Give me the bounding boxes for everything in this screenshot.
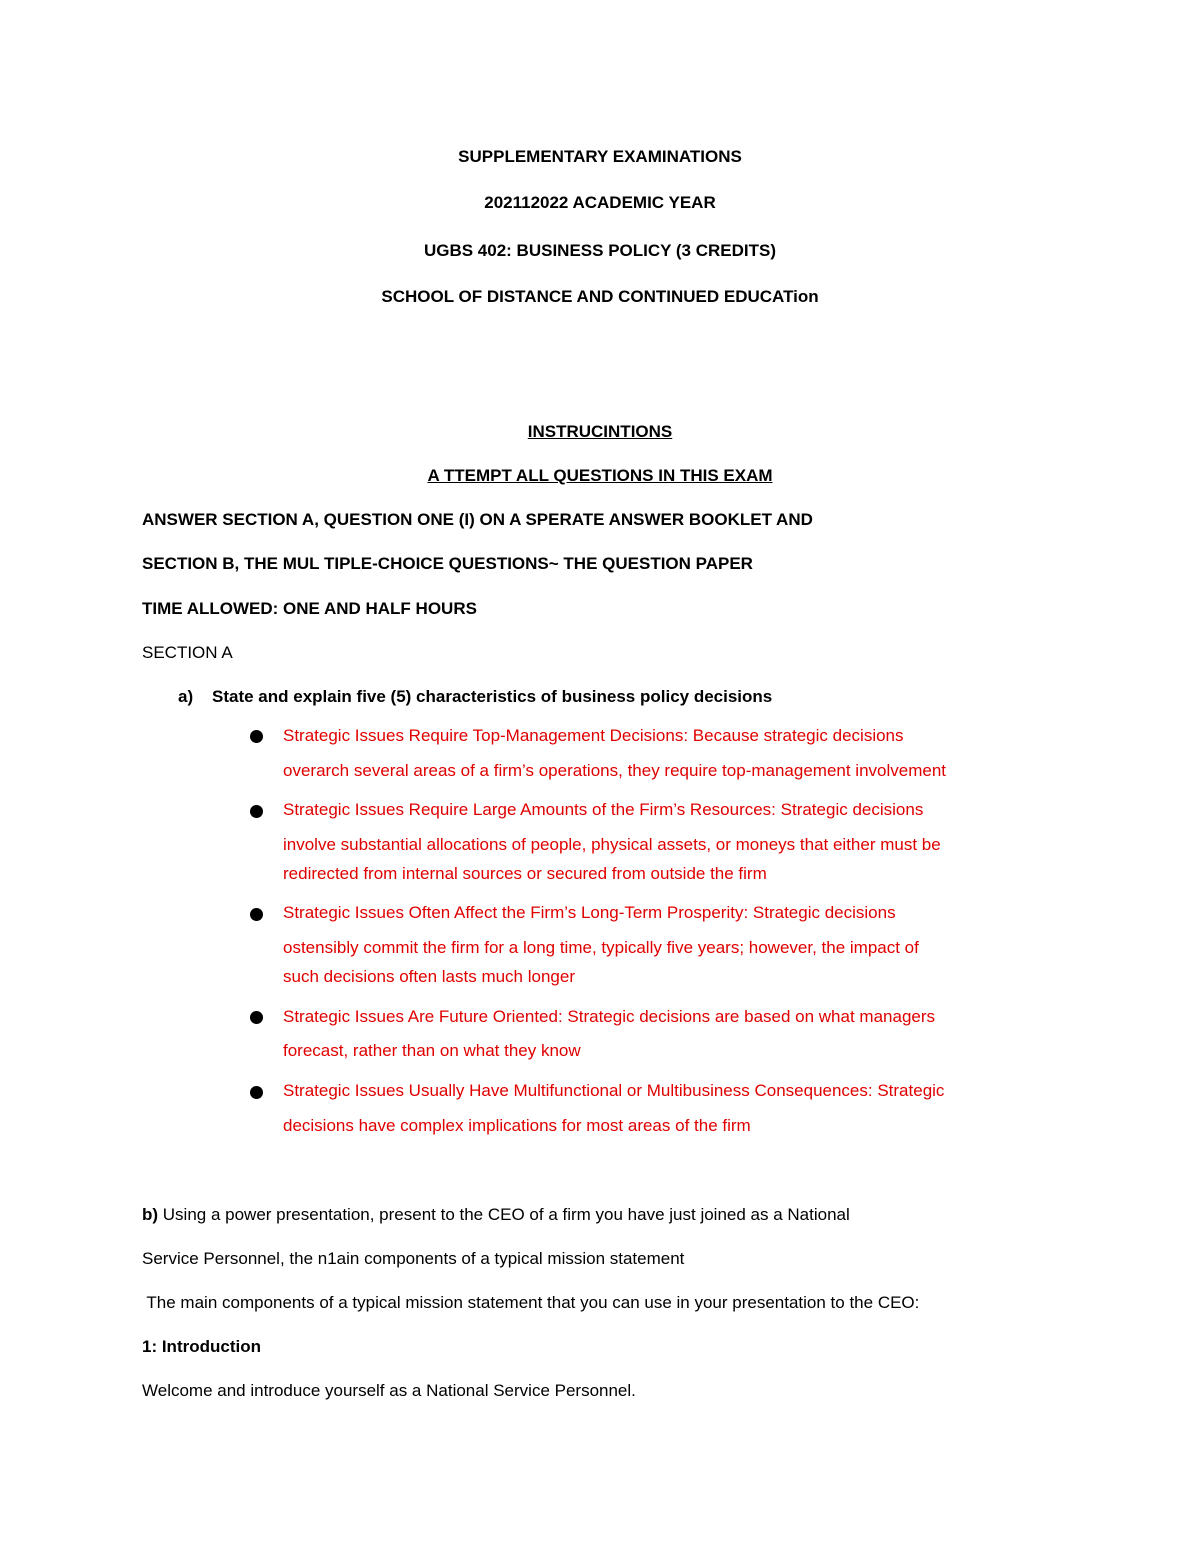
instructions-heading: INSTRUCINTIONS bbox=[527, 422, 673, 441]
instruction-line-2: SECTION B, THE MUL TIPLE-CHOICE QUESTIONS~ THE QUESTION PAPER bbox=[142, 554, 753, 573]
bullet-2-line-1: Strategic Issues Require Large Amounts of the Firm’s Resources: Strategic decisions bbox=[283, 800, 924, 819]
school-name: SCHOOL OF DISTANCE AND CONTINUED EDUCATion bbox=[381, 287, 819, 306]
bullet-1-line-1: Strategic Issues Require Top-Management Decisions: Because strategic decisions bbox=[283, 726, 904, 745]
question-b-line-1: Using a power presentation, present to the CEO of a firm you have just joined as a National bbox=[162, 1205, 850, 1224]
bullet-2-line-2: involve substantial allocations of people, physical assets, or moneys that either must be bbox=[283, 835, 941, 854]
bullet-3-line-3: such decisions often lasts much longer bbox=[283, 967, 575, 986]
bullet-4-line-1: Strategic Issues Are Future Oriented: Strategic decisions are based on what managers bbox=[283, 1007, 936, 1026]
course-title: UGBS 402: BUSINESS POLICY (3 CREDITS) bbox=[423, 241, 777, 260]
question-b-marker: b) bbox=[142, 1205, 159, 1224]
bullet-3-line-2: ostensibly commit the firm for a long time, typically five years; however, the impact of bbox=[283, 938, 919, 957]
time-allowed: TIME ALLOWED: ONE AND HALF HOURS bbox=[142, 599, 477, 618]
question-b bbox=[142, 1204, 850, 1226]
bullet-2-line-3: redirected from internal sources or secured from outside the firm bbox=[283, 864, 767, 883]
bullet-1-line-2: overarch several areas of a firm’s operations, they require top-management involvement bbox=[283, 761, 947, 780]
question-a-text: State and explain five (5) characteristics of business policy decisions bbox=[212, 687, 773, 706]
instruction-line-1: ANSWER SECTION A, QUESTION ONE (I) ON A SPERATE ANSWER BOOKLET AND bbox=[142, 510, 813, 529]
bullet-icon bbox=[250, 908, 263, 921]
bullet-icon bbox=[250, 730, 263, 743]
question-a-marker: a) bbox=[178, 687, 194, 706]
bullet-4-line-2: forecast, rather than on what they know bbox=[283, 1041, 581, 1060]
section-a-label: SECTION A bbox=[142, 643, 233, 662]
academic-year: 202112022 ACADEMIC YEAR bbox=[484, 193, 716, 212]
introduction-subheading: 1: Introduction bbox=[142, 1337, 261, 1356]
attempt-all-instruction: A TTEMPT ALL QUESTIONS IN THIS EXAM bbox=[427, 466, 773, 485]
introduction-body: Welcome and introduce yourself as a National Service Personnel. bbox=[142, 1381, 636, 1400]
bullet-icon bbox=[250, 1086, 263, 1099]
exam-title: SUPPLEMENTARY EXAMINATIONS bbox=[458, 147, 742, 166]
answer-intro: The main components of a typical mission statement that you can use in your presentation to the CEO: bbox=[142, 1293, 920, 1312]
bullet-icon bbox=[250, 1011, 263, 1024]
bullet-3-line-1: Strategic Issues Often Affect the Firm’s Long-Term Prosperity: Strategic decisions bbox=[283, 903, 896, 922]
bullet-icon bbox=[250, 805, 263, 818]
bullet-5-line-1: Strategic Issues Usually Have Multifunctional or Multibusiness Consequences: Strategic bbox=[283, 1081, 945, 1100]
bullet-5-line-2: decisions have complex implications for most areas of the firm bbox=[283, 1116, 751, 1135]
question-b-line-2: Service Personnel, the n1ain components of a typical mission statement bbox=[142, 1249, 685, 1268]
